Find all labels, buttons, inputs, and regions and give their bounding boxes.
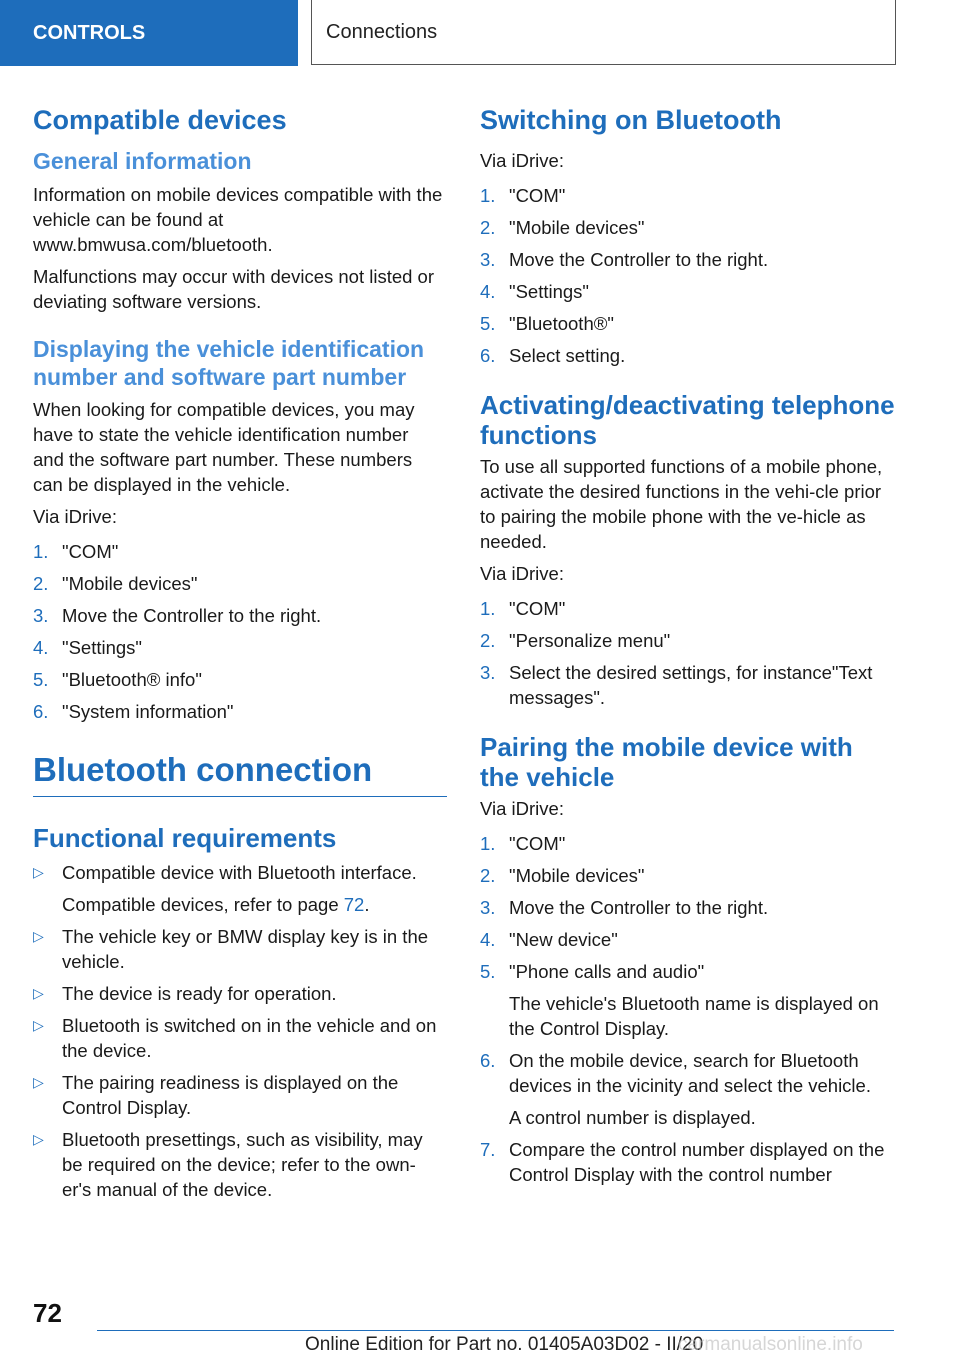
list-item: 2. "Mobile devices" [480, 865, 645, 887]
via-idrive-label: Via iDrive: [480, 150, 564, 172]
page-reference-link[interactable]: 72 [343, 893, 365, 915]
heading-functional-requirements: Functional requirements [33, 822, 337, 853]
header-chapter-title: Connections [311, 0, 896, 65]
list-item: ▷ The device is ready for operation. [33, 982, 337, 1004]
triangle-bullet-icon: ▷ [33, 1073, 44, 1090]
list-item: 5. "Bluetooth®" [480, 313, 614, 335]
heading-telephone-functions: Activating/deactivating telephone functions [480, 390, 895, 451]
list-item: 5. "Phone calls and audio" The vehicle's Bluetooth name is displayed on the Control Display. [480, 961, 879, 1040]
triangle-bullet-icon: ▷ [33, 1016, 44, 1033]
list-item: 4. "Settings" [480, 281, 589, 303]
list-item: 6. Select setting. [480, 345, 626, 367]
switch-steps-list [480, 183, 895, 368]
list-item: 1. "COM" [480, 598, 566, 620]
via-idrive-label: Via iDrive: [480, 563, 564, 585]
list-item: ▷ The vehicle key or BMW display key is in the vehicle. [33, 925, 429, 972]
list-item: 7. Compare the control number displayed on the Control Display with the control number [480, 1139, 885, 1186]
heading-vin-software: Displaying the vehicle identification number and software part number [33, 335, 425, 390]
header-section-tab: CONTROLS [0, 0, 298, 66]
left-column [33, 98, 443, 1209]
list-item: 5. "Bluetooth® info" [33, 669, 202, 691]
paragraph: Information on mobile devices compatible with the vehicle can be found at www.bmwusa.com/bluetooth. [33, 183, 443, 255]
list-item: 4. "New device" [480, 929, 618, 951]
list-item: 3. Select the desired settings, for instance"Text messages". [480, 662, 873, 709]
list-item: ▷ Bluetooth presettings, such as visibility, may be required on the device; refer to the own-er's manual of the device. [33, 1128, 423, 1200]
list-item: 2. "Mobile devices" [480, 217, 645, 239]
list-item: 1. "COM" [480, 185, 566, 207]
heading-bluetooth-connection: Bluetooth connection [33, 750, 447, 797]
triangle-bullet-icon: ▷ [33, 863, 44, 880]
footer-divider [97, 1330, 894, 1331]
triangle-bullet-icon: ▷ [33, 1130, 44, 1147]
paragraph: When looking for compatible devices, you may have to state the vehicle identification number and the software part number. These numbers can be displayed in the vehicle. [33, 399, 415, 496]
heading-compatible-devices: Compatible devices [33, 105, 287, 135]
triangle-bullet-icon: ▷ [33, 927, 44, 944]
list-item: 4. "Settings" [33, 637, 142, 659]
via-idrive-label: Via iDrive: [480, 798, 564, 820]
paragraph: Malfunctions may occur with devices not listed or deviating software versions. [33, 265, 435, 312]
list-item: 3. Move the Controller to the right. [480, 897, 769, 919]
paragraph: To use all supported functions of a mobile phone, activate the desired functions in the vehi-cle prior to pairing the mobile phone with the ve-hicle as needed. [480, 456, 883, 553]
heading-general-information: General information [33, 148, 252, 175]
requirements-list [33, 860, 443, 1202]
list-item: 3. Move the Controller to the right. [33, 605, 322, 627]
watermark: carmanualsonline.info [678, 1334, 863, 1355]
triangle-bullet-icon: ▷ [33, 984, 44, 1001]
list-item: ▷ The pairing readiness is displayed on the Control Display. [33, 1071, 399, 1118]
right-column [480, 98, 895, 1194]
via-idrive-label: Via iDrive: [33, 506, 117, 528]
list-item: 2. "Mobile devices" [33, 573, 198, 595]
list-item: 6. On the mobile device, search for Bluetooth devices in the vicinity and select the vehicle. A control number is displayed. [480, 1050, 871, 1129]
activate-steps-list [480, 596, 895, 710]
list-item: 3. Move the Controller to the right. [480, 249, 769, 271]
footer-edition: Online Edition for Part no. 01405A03D02 - II/20 [305, 1334, 704, 1355]
list-item: 2. "Personalize menu" [480, 630, 671, 652]
list-item: 1. "COM" [480, 833, 566, 855]
vin-steps-list [33, 539, 443, 724]
heading-switching-on-bluetooth: Switching on Bluetooth [480, 105, 782, 135]
list-item: ▷ Compatible device with Bluetooth interface. Compatible devices, refer to page 72. [33, 861, 417, 915]
page-number: 72 [33, 1298, 62, 1328]
list-item: 1. "COM" [33, 541, 119, 563]
pairing-steps-list [480, 831, 895, 1187]
heading-pairing-mobile-device: Pairing the mobile device with the vehicle [480, 732, 853, 793]
list-item: ▷ Bluetooth is switched on in the vehicle and on the device. [33, 1014, 437, 1061]
list-item: 6. "System information" [33, 701, 234, 723]
